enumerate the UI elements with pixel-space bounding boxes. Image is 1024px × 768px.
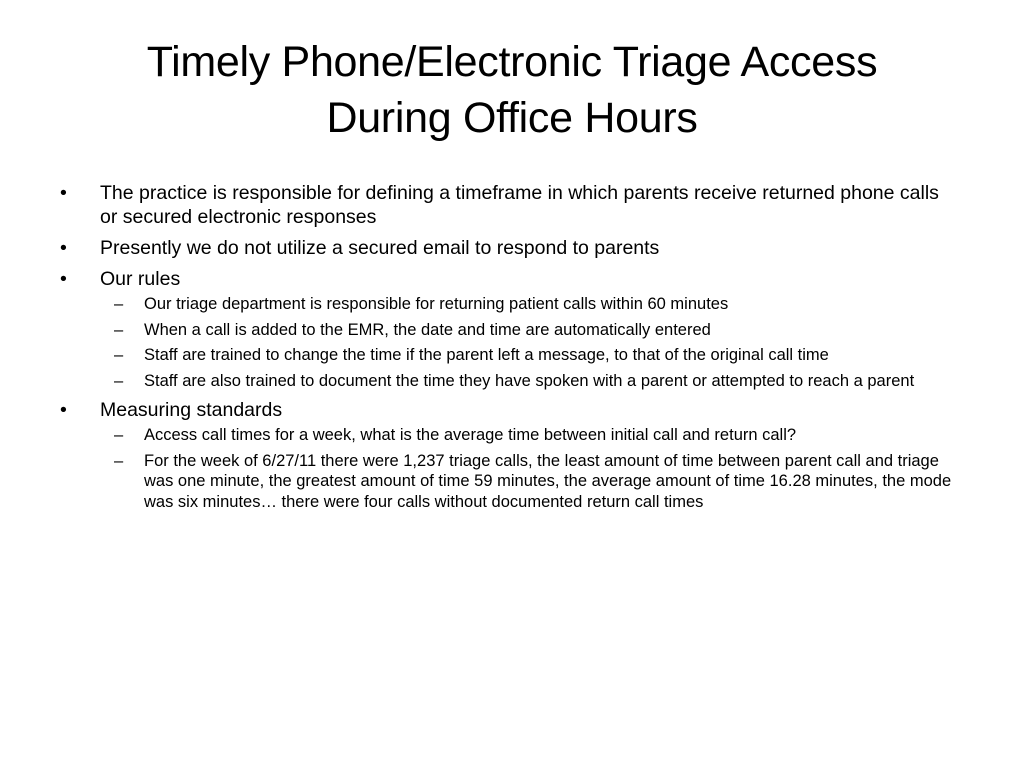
bullet-item-2	[60, 236, 960, 260]
sub-bullet-text: Access call times for a week, what is the average time between initial call and return call?	[144, 426, 797, 444]
sub-bullet-text: When a call is added to the EMR, the date and time are automatically entered	[144, 320, 711, 339]
bullet-text: Measuring standards	[100, 399, 283, 421]
sub-bullet-item	[100, 451, 960, 513]
sub-bullet-item	[100, 294, 960, 315]
slide-title-line-2: During Office Hours	[326, 94, 698, 142]
bullet-icon: •	[60, 182, 67, 204]
sub-bullet-item	[100, 345, 960, 366]
sub-bullet-item	[100, 320, 960, 341]
dash-icon: –	[114, 295, 124, 313]
bullet-item-3	[60, 267, 960, 391]
dash-icon: –	[114, 371, 124, 390]
bullet-text: The practice is responsible for defining a timeframe in which parents receive returned phone calls or secured electronic responses	[100, 182, 939, 228]
sub-bullet-item	[100, 425, 960, 446]
sub-bullet-item	[100, 371, 960, 392]
bullet-text: Our rules	[100, 268, 181, 290]
sub-bullet-list	[100, 294, 960, 391]
sub-bullet-text: Staff are trained to change the time if the parent left a message, to that of the original call time	[144, 346, 829, 364]
bullet-icon: •	[60, 399, 67, 421]
slide-title	[40, 34, 984, 146]
slide-title-line-1: Timely Phone/Electronic Triage Access	[146, 38, 878, 86]
dash-icon: –	[114, 451, 124, 470]
slide-body	[60, 181, 960, 519]
dash-icon: –	[114, 346, 124, 364]
dash-icon: –	[114, 426, 124, 444]
bullet-list	[60, 181, 960, 512]
bullet-icon: •	[60, 268, 67, 290]
bullet-item-1	[60, 181, 960, 229]
bullet-icon: •	[60, 237, 67, 259]
sub-bullet-list	[100, 425, 960, 512]
sub-bullet-text: Our triage department is responsible for returning patient calls within 60 minutes	[144, 295, 729, 313]
bullet-item-4	[60, 398, 960, 512]
dash-icon: –	[114, 320, 124, 339]
sub-bullet-text: Staff are also trained to document the time they have spoken with a parent or attempted to reach a parent	[144, 371, 915, 390]
sub-bullet-text: For the week of 6/27/11 there were 1,237 triage calls, the least amount of time between parent call and triage was one minute, the greatest amount of time 59 minutes, the average amount of time 16.28 minutes, the mode was six minutes… there were four calls without documented return call times	[144, 451, 952, 511]
bullet-text: Presently we do not utilize a secured email to respond to parents	[100, 237, 660, 259]
